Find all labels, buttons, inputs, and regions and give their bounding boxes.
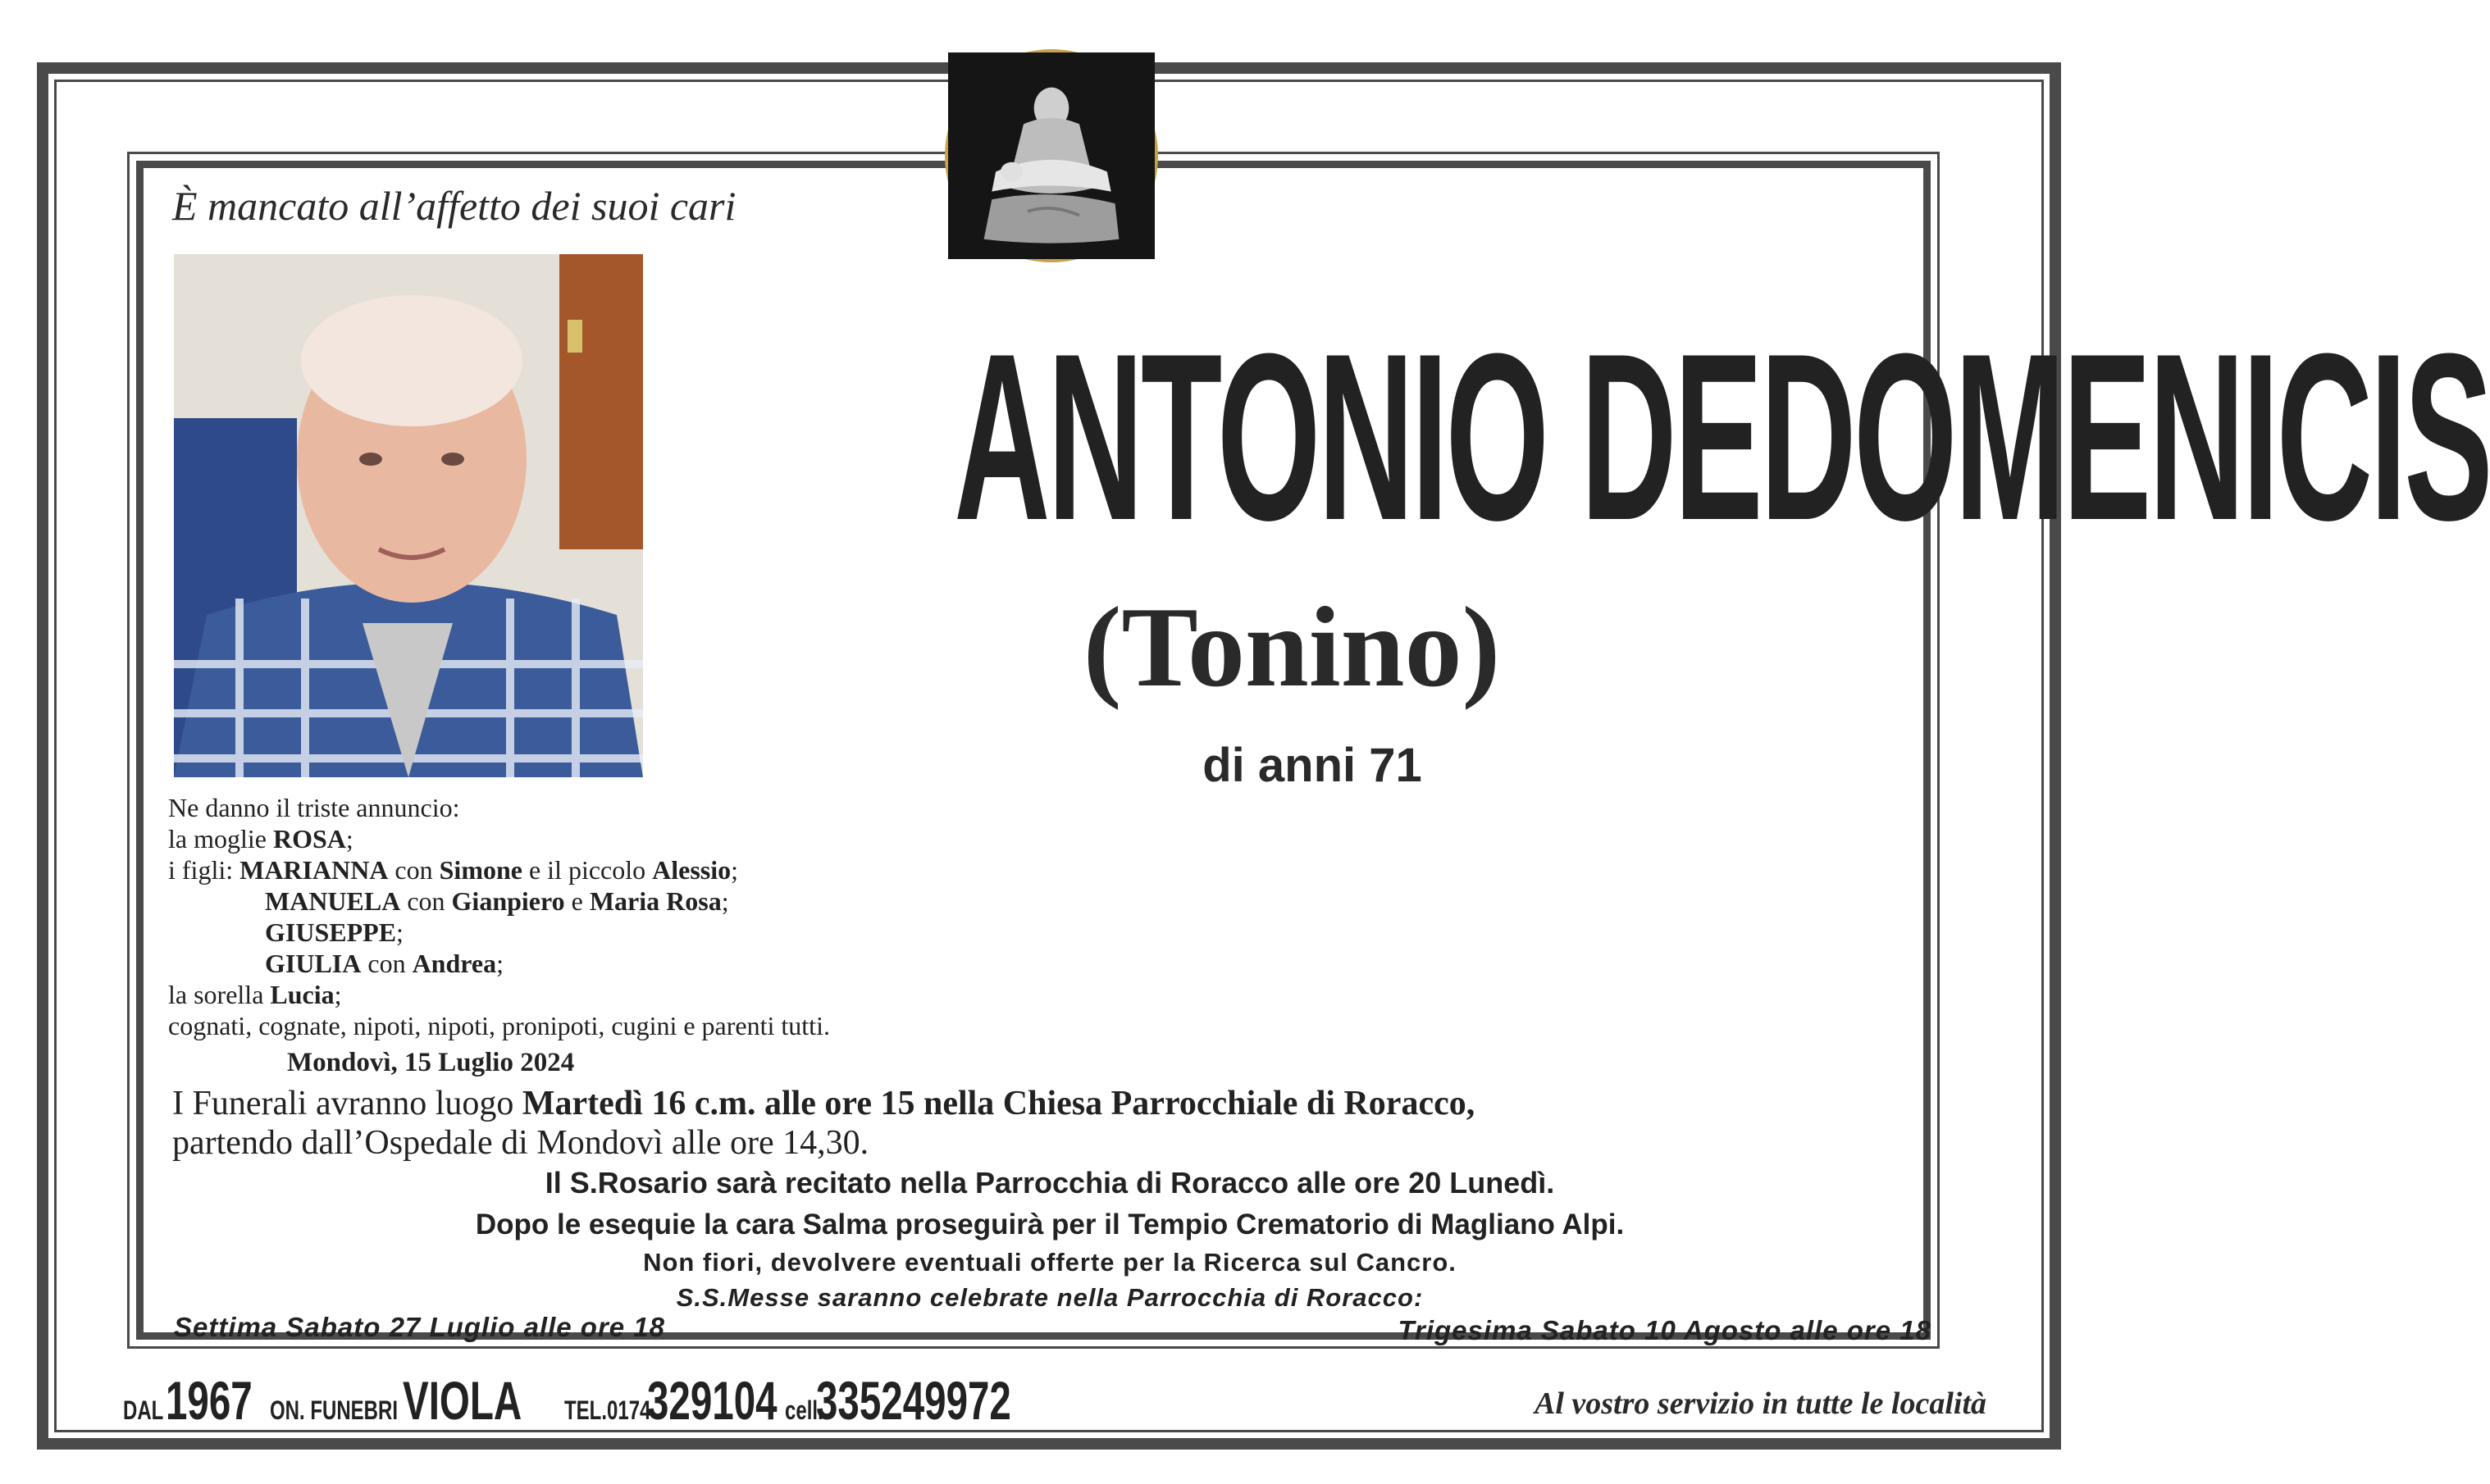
- child2-partner: Gianpiero: [451, 886, 565, 916]
- child2-con: con: [400, 886, 452, 916]
- funeral-block: [172, 1084, 1475, 1163]
- funeral-line-1: [172, 1084, 1475, 1123]
- deceased-photo: [174, 254, 643, 777]
- announcement-wife-row: [168, 823, 830, 854]
- sister-end: ;: [334, 980, 342, 1009]
- footer-tel-prefix: TEL.0174: [564, 1395, 651, 1425]
- wife-suffix: ;: [345, 824, 353, 854]
- deceased-name: ANTONIO DEDOMENICIS: [954, 304, 2490, 570]
- wife-name: ROSA: [272, 824, 346, 854]
- pieta-sculpture-icon: [948, 52, 1155, 259]
- announcement-child3-row: [168, 917, 830, 948]
- messe-notice: S.S.Messe saranno celebrate nella Parrocchia di Roracco:: [676, 1283, 1424, 1312]
- announcement-child1-row: [168, 854, 830, 885]
- child4-end: ;: [496, 949, 504, 978]
- footer-tagline: Al vostro servizio in tutte le località: [1535, 1386, 1986, 1421]
- footer-cell-number: 335249972: [816, 1370, 1012, 1431]
- child1-kid: Alessio: [652, 855, 732, 885]
- footer-cell-prefix: cell.: [785, 1395, 823, 1425]
- rosario-notice: Il S.Rosario sarà recitato nella Parrocchia di Roracco alle ore 20 Lunedì.: [545, 1166, 1555, 1199]
- child1-and: e il piccolo: [522, 855, 653, 885]
- child2-end: ;: [721, 886, 729, 916]
- child2-name: MANUELA: [265, 886, 401, 916]
- place-date: Mondovì, 15 Luglio 2024: [287, 1048, 575, 1077]
- announcement-lead: Ne danno il triste annuncio:: [168, 793, 460, 822]
- trigesima-notice: Trigesima Sabato 10 Agosto alle ore 18: [1398, 1315, 1931, 1345]
- fiori-notice: Non fiori, devolvere eventuali offerte per la Ricerca sul Cancro.: [643, 1248, 1457, 1277]
- footer-year: 1967: [165, 1370, 253, 1431]
- footer-tel-number: 329104: [646, 1370, 778, 1431]
- deceased-age: di anni 71: [1202, 739, 1422, 792]
- intro-phrase: È mancato all’affetto dei suoi cari: [172, 183, 737, 229]
- child1-end: ;: [731, 855, 739, 885]
- announcement-child2-row: [168, 885, 830, 917]
- child4-con: con: [361, 949, 413, 978]
- funeral-line-1-lead: I Funerali avranno luogo: [172, 1085, 522, 1122]
- wife-prefix: la moglie: [168, 824, 273, 854]
- portrait-image: [174, 254, 643, 777]
- announcement-sister-row: [168, 979, 830, 1010]
- announcement-block: [168, 792, 830, 1041]
- child3-name: GIUSEPPE: [265, 917, 397, 947]
- funeral-line-2: partendo dall’Ospedale di Mondovì alle ore 14,30.: [172, 1124, 869, 1162]
- deceased-nickname: (Tonino): [1083, 584, 1501, 711]
- sister-prefix: la sorella: [168, 980, 271, 1009]
- salma-notice: Dopo le esequie la cara Salma proseguirà per il Tempio Crematorio di Magliano Alpi.: [475, 1209, 1625, 1240]
- children-prefix: i figli:: [168, 855, 240, 885]
- sister-name: Lucia: [270, 980, 335, 1009]
- footer-on-funebri: ON. FUNEBRI: [269, 1395, 398, 1425]
- footer-viola: VIOLA: [402, 1370, 522, 1431]
- child3-end: ;: [396, 917, 404, 947]
- announcement-relatives: cognati, cognate, nipoti, nipoti, pronipoti, cugini e parenti tutti.: [168, 1011, 830, 1040]
- child4-partner: Andrea: [412, 949, 497, 978]
- child2-kid: Maria Rosa: [589, 886, 722, 916]
- child1-name: MARIANNA: [239, 855, 389, 885]
- pieta-medallion: [945, 49, 1158, 262]
- child1-partner: Simone: [439, 855, 522, 885]
- child1-con: con: [388, 855, 440, 885]
- footer-dal: DAL: [123, 1395, 164, 1425]
- funeral-line-1-detail: Martedì 16 c.m. alle ore 15 nella Chiesa Parrocchiale di Roracco,: [522, 1085, 1475, 1122]
- funeral-home-footer: [123, 1369, 1088, 1435]
- child2-and: e: [564, 886, 590, 916]
- settima-notice: Settima Sabato 27 Luglio alle ore 18: [174, 1312, 666, 1342]
- announcement-child4-row: [168, 948, 830, 979]
- child4-name: GIULIA: [265, 949, 362, 978]
